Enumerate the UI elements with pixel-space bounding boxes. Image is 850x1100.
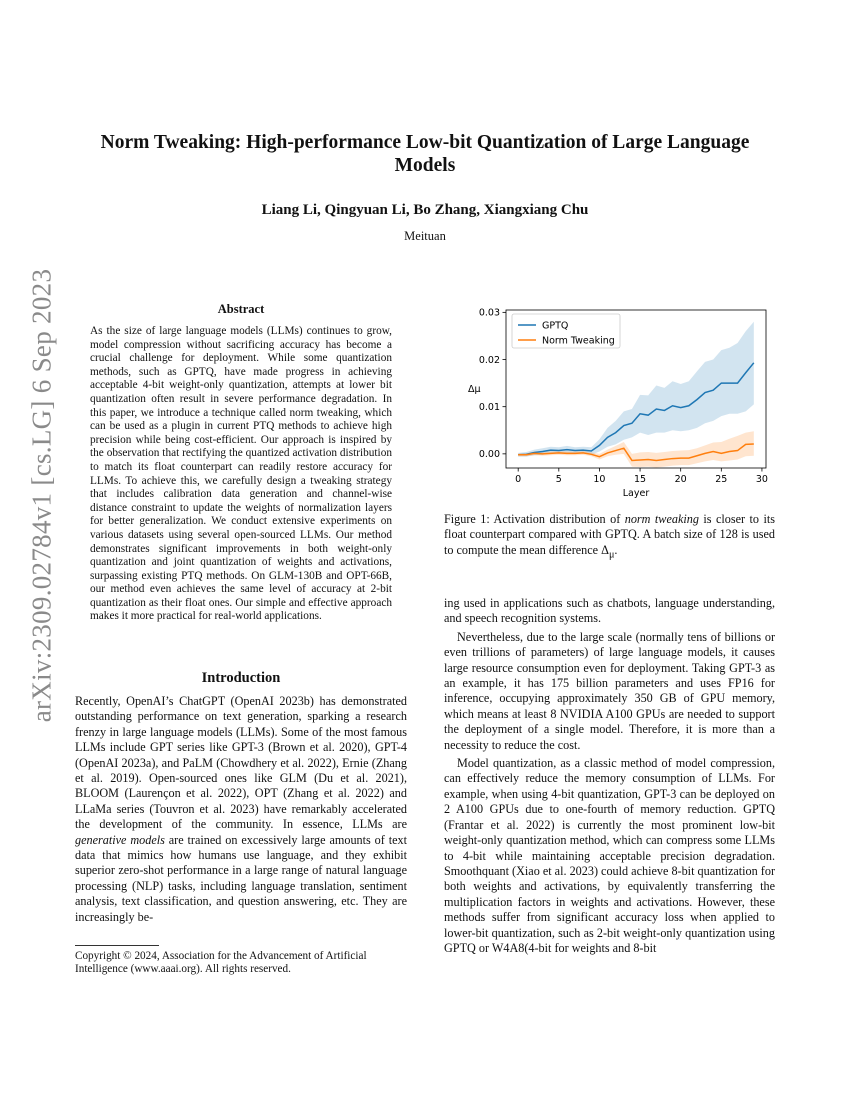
y-axis-label: Δμ	[468, 384, 481, 395]
y-tick-label: 0.01	[478, 401, 500, 413]
y-tick-label: 0.02	[478, 354, 500, 366]
abstract-text: As the size of large language models (LLMs) continues to grow, model compression without sacrificing accuracy has become a crucial challenge for deployment. While some quantization methods, such as GPTQ, have made progress in achieving acceptable 4-bit weight-only quantization, attempts at lower bit quantization often result in severe performance degradation. In this paper, we introduce a technique called norm tweaking, which can be used as a plugin in current PTQ methods to achieve high precision while being cost-efficient. Our approach is inspired by the observation that rectifying the quantized activation distribution to match its float counterpart can readily restore accuracy for LLMs. To achieve this, we carefully design a tweaking strategy that includes calibration data generation and channel-wise distance constraint to update the weights of normalization layers for better generalization. We conduct extensive experiments on various datasets using several open-sourced LLMs. Our method demonstrates significant improvements in both weight-only quantization and joint quantization of weights and activations, surpassing existing PTQ methods. On GLM-130B and OPT-66B, our method even achieves the same level of accuracy at 2-bit quantization as their float ones. Our simple and effective approach makes it more practical for real-world applications.	[90, 325, 392, 623]
introduction-column-right	[444, 596, 775, 956]
y-tick-label: 0.03	[478, 307, 500, 319]
intro-paragraph-1	[75, 694, 407, 925]
footnote-rule	[75, 945, 159, 946]
x-tick-label: 10	[593, 474, 606, 485]
introduction-column-left	[75, 694, 407, 925]
legend-label-1: Norm Tweaking	[542, 335, 615, 347]
intro-p1-part-a: Recently, OpenAI’s ChatGPT (OpenAI 2023b) has demonstrated outstanding performance on text generation, sparking a research frenzy in large language models (LLMs). Some of the most famous LLMs include GPT series like GPT-3 (Brown et al. 2020), GPT-4 (OpenAI 2023a), and PaLM (Chowdhery et al. 2022), Ernie (Zhang et al. 2019). Open-sourced ones like GLM (Du et al. 2021), BLOOM (Laurençon et al. 2022), OPT (Zhang et al. 2022) and LLaMa series (Touvron et al. 2023) have remarkably accelerated the development of the community. In essence, LLMs are	[75, 694, 407, 832]
figure-1-chart	[444, 298, 775, 498]
intro-paragraph-2: Nevertheless, due to the large scale (normally tens of billions or even trillions of parameters) of large language models, it causes large resource consumption even for deployment. Taking GPT-3 as an example, it has 175 billion parameters and uses FP16 for inference, occupying approximately 350 GB of GPU memory, which means at least 8 NVIDIA A100 GPUs are needed to support the deployment of a single model. Therefore, it is more than a necessity to reduce the cost.	[444, 629, 775, 752]
x-tick-label: 15	[634, 474, 647, 485]
introduction-heading: Introduction	[201, 670, 281, 686]
caption-end: .	[614, 542, 618, 557]
intro-paragraph-3: Model quantization, as a classic method of model compression, can effectively reduce the memory consumption of LLMs. For example, when using 4-bit quantization, GPT-3 can be deployed on 2 A100 GPUs due to one-fourth of memory reduction. GPTQ (Frantar et al. 2022) is currently the most prominent low-bit weight-only quantization method, which can compress some LLMs to 4-bit while maintaining acceptable precision degradation. Smoothquant (Xiao et al. 2023) could achieve 8-bit quantization for both weights and activations, by equivalently transferring the multiplication factors in weights and activations. However, these methods suffer from significant accuracy loss when applied to lower-bit quantization, such as 2-bit weight-only quantization using GPTQ or W4A8(4-bit for weights and 8-bit	[444, 756, 776, 955]
caption-emphasis: norm tweaking	[624, 512, 699, 526]
author-affiliation: Meituan	[404, 229, 446, 243]
figure-1-caption	[444, 512, 775, 563]
x-tick-label: 5	[555, 474, 562, 485]
caption-subscript: μ	[608, 549, 615, 561]
paper-authors: Liang Li, Qingyuan Li, Bo Zhang, Xiangxiang Chu	[261, 202, 589, 218]
arxiv-id: arXiv:2309.02784v1 [cs.LG] 6 Sep 2023	[26, 268, 57, 722]
intro-p1-emphasis: generative models	[75, 832, 165, 847]
paper-title: Norm Tweaking: High-performance Low-bit Quantization of Large Language Models	[100, 132, 750, 176]
x-tick-label: 25	[715, 474, 728, 485]
abstract-heading: Abstract	[217, 302, 265, 316]
arxiv-side-stamp	[22, 268, 62, 722]
legend-label-0: GPTQ	[542, 320, 569, 332]
y-tick-label: 0.00	[478, 449, 500, 461]
intro-paragraph-1-continued: ing used in applications such as chatbots, language understanding, and speech recognition systems.	[444, 596, 775, 626]
copyright-footnote: Copyright © 2024, Association for the Advancement of Artificial Intelligence (www.aaai.org). All rights reserved.	[75, 950, 367, 976]
caption-suffix: is closer to its float counterpart compared with GPTQ. A batch size of 128 is used to compute the mean difference Δ	[444, 512, 775, 557]
x-tick-label: 30	[755, 474, 768, 485]
x-tick-label: 0	[515, 474, 522, 485]
x-axis-label: Layer	[622, 488, 650, 498]
intro-p1-part-b: are trained on excessively large amounts of text data that mimics how humans use language, and they exhibit superior zero-shot performance in a large range of natural language processing (NLP) tasks, including language translation, sentiment analysis, text classification, and question answering, etc. They are increasingly be-	[75, 832, 407, 924]
caption-prefix: Figure 1: Activation distribution of	[444, 512, 625, 526]
x-tick-label: 20	[674, 474, 687, 485]
